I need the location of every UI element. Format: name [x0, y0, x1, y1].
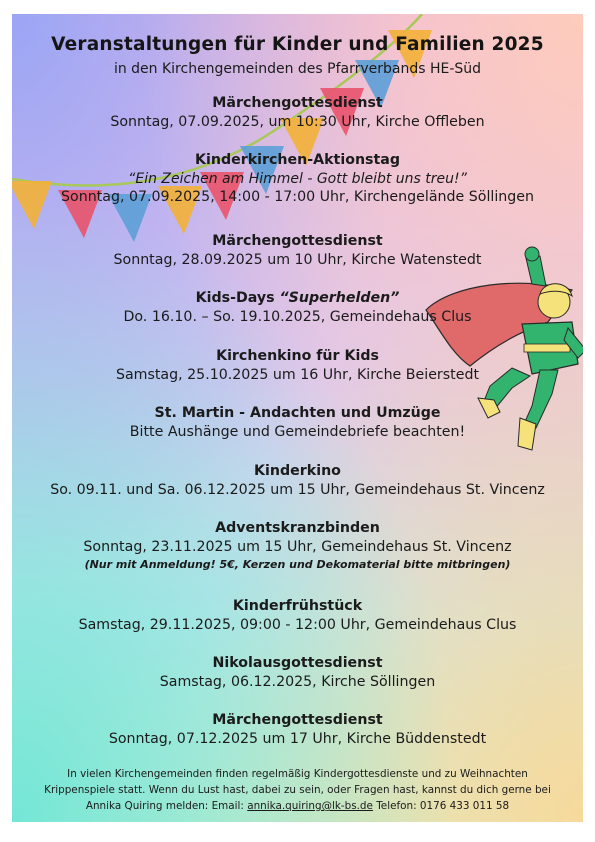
event-detail: Bitte Aushänge und Gemeindebriefe beachten! [129, 424, 466, 440]
event-name: Kinderfrühstück [232, 598, 363, 614]
poster [12, 14, 583, 822]
event-item [12, 347, 583, 385]
event-name: Märchengottesdienst [212, 233, 383, 249]
event-detail: Sonntag, 23.11.2025 um 15 Uhr, Gemeindehaus St. Vincenz [83, 539, 512, 555]
event-note: (Nur mit Anmeldung! 5€, Kerzen und Dekomaterial bitte mitbringen) [84, 558, 511, 571]
event-name [12, 289, 583, 308]
email-link[interactable]: annika.quiring@lk-bs.de [247, 800, 373, 812]
event-name: Nikolausgottesdienst [212, 655, 383, 671]
event-item [12, 94, 583, 132]
poster-subtitle: in den Kirchengemeinden des Pfarrverbands HE-Süd [113, 61, 482, 77]
event-item [12, 597, 583, 635]
event-detail: Samstag, 29.11.2025, 09:00 - 12:00 Uhr, Gemeindehaus Clus [78, 617, 517, 633]
event-item [12, 232, 583, 270]
event-item [12, 654, 583, 692]
poster-title: Veranstaltungen für Kinder und Familien 2025 [51, 34, 544, 55]
event-detail: Sonntag, 28.09.2025 um 10 Uhr, Kirche Watenstedt [113, 252, 482, 268]
footer-line: Krippenspiele statt. Wenn du Lust hast, dabei zu sein, oder Fragen hast, kannst du dich gerne bei [44, 784, 551, 796]
event-item [12, 462, 583, 500]
footer-contact-prefix: Annika Quiring melden: Email: [85, 800, 248, 812]
event-detail: So. 09.11. und Sa. 06.12.2025 um 15 Uhr, Gemeindehaus St. Vincenz [50, 482, 545, 498]
event-detail: Samstag, 06.12.2025, Kirche Söllingen [159, 674, 436, 690]
footer-line: In vielen Kirchengemeinden finden regelmäßig Kindergottesdienste und zu Weihnachten [67, 768, 528, 780]
event-item [12, 519, 583, 573]
event-name: Kinderkirchen-Aktionstag [194, 152, 400, 168]
event-detail: Samstag, 25.10.2025 um 16 Uhr, Kirche Beierstedt [115, 367, 480, 383]
event-detail: Sonntag, 07.09.2025, 14:00 - 17:00 Uhr, Kirchengelände Söllingen [61, 189, 534, 205]
event-detail: Sonntag, 07.12.2025 um 17 Uhr, Kirche Büddenstedt [108, 731, 487, 747]
event-item [12, 711, 583, 749]
event-detail: Sonntag, 07.09.2025, um 10:30 Uhr, Kirche Offleben [110, 114, 485, 130]
footer-contact-suffix: Telefon: 0176 433 011 58 [372, 800, 510, 812]
event-name: Adventskranzbinden [215, 520, 380, 536]
event-name: Kirchenkino für Kids [216, 348, 379, 364]
event-item [12, 404, 583, 442]
event-item [12, 289, 583, 327]
event-name: Kinderkino [254, 463, 341, 479]
event-name: St. Martin - Andachten und Umzüge [154, 405, 441, 421]
event-detail: Do. 16.10. – So. 19.10.2025, Gemeindehaus Clus [123, 309, 472, 325]
footer-line [26, 798, 569, 814]
event-name-plain: Kids-Days [195, 290, 280, 306]
event-name: Märchengottesdienst [212, 95, 383, 111]
footer-info [26, 766, 569, 814]
event-name-italic: “Superhelden” [279, 290, 400, 306]
event-quote: “Ein Zeichen am Himmel - Gott bleibt uns treu!” [128, 171, 467, 187]
event-item [12, 151, 583, 207]
event-name: Märchengottesdienst [212, 712, 383, 728]
